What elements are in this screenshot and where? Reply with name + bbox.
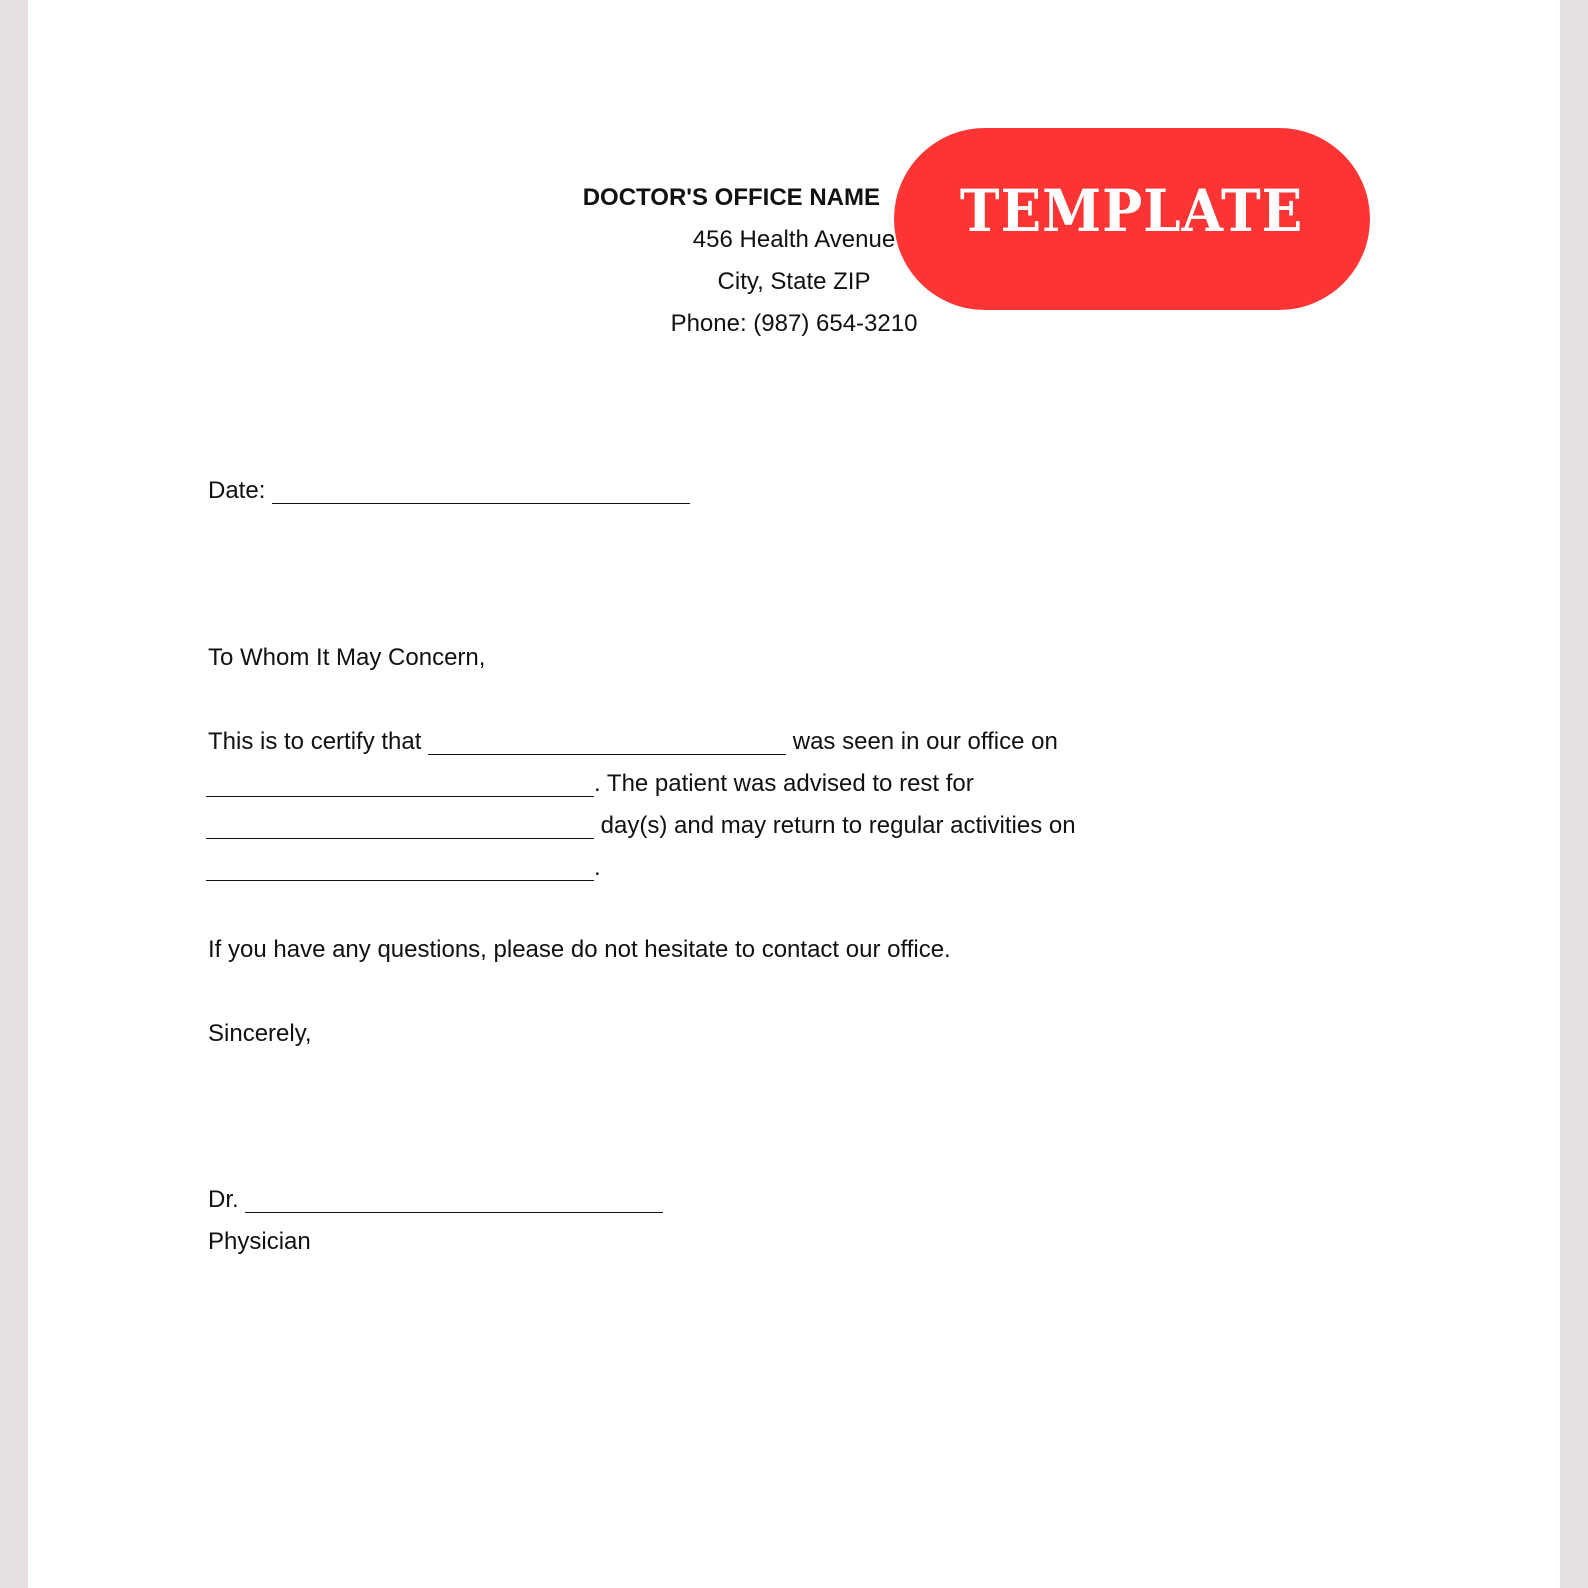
period: . [594, 854, 601, 881]
office-city: City, State ZIP [717, 268, 871, 295]
office-name: DOCTOR'S OFFICE NAME [582, 184, 880, 211]
rest-text: . The patient was advised to rest for [594, 770, 974, 797]
salutation: To Whom It May Concern, [208, 644, 486, 671]
certify-text: This is to certify that [208, 728, 422, 755]
document-page [28, 0, 1560, 1588]
physician-title: Physician [208, 1228, 311, 1255]
paragraph-line-2 [206, 770, 974, 798]
template-badge [894, 128, 1370, 310]
paragraph-line-3 [206, 812, 1076, 840]
signature-line [208, 1186, 663, 1214]
return-text: day(s) and may return to regular activities on [600, 812, 1076, 839]
office-phone: Phone: (987) 654-3210 [670, 310, 918, 337]
closing: Sincerely, [208, 1020, 312, 1047]
office-address: 456 Health Avenue [692, 226, 896, 253]
paragraph-line-4 [206, 854, 601, 882]
patient-name-blank[interactable] [428, 730, 786, 755]
date-blank[interactable] [272, 479, 690, 504]
template-badge-label: TEMPLATE [960, 177, 1304, 245]
return-date-blank[interactable] [206, 856, 594, 881]
paragraph-line-1 [208, 728, 1058, 756]
doctor-name-blank[interactable] [245, 1188, 663, 1213]
seen-text: was seen in our office on [792, 728, 1058, 755]
date-label: Date: [208, 477, 266, 504]
contact-paragraph: If you have any questions, please do not hesitate to contact our office. [208, 936, 951, 963]
dr-label: Dr. [208, 1186, 239, 1213]
visit-date-blank[interactable] [206, 772, 594, 797]
rest-days-blank[interactable] [206, 814, 594, 839]
date-line [208, 477, 690, 505]
